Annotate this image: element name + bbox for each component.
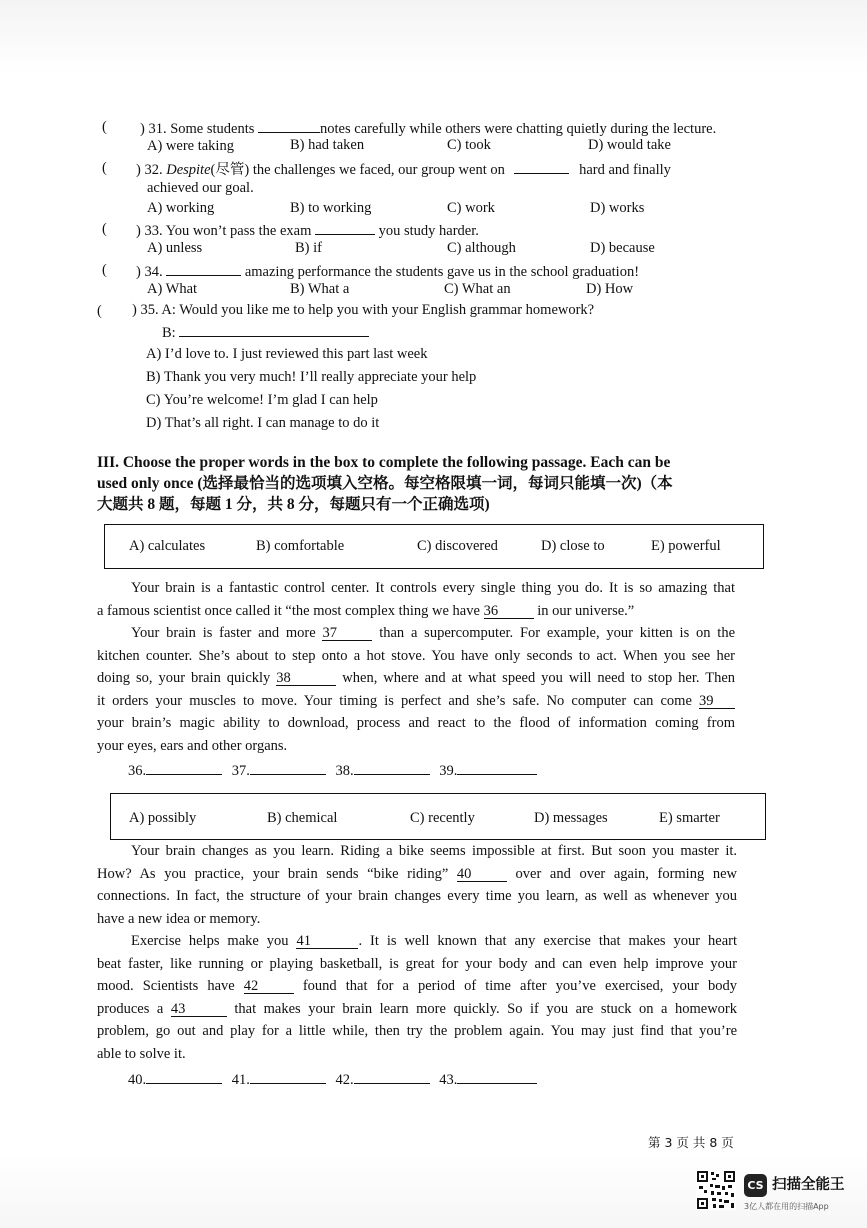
scanner-brand: 扫描全能王 [772, 1177, 845, 1193]
question-text: notes carefully while others were chatting quietly during the lecture. [320, 121, 717, 137]
question-text: amazing performance the students gave us in the school graduation! [244, 264, 640, 280]
passage-line: beat faster, like running or playing basketball, is great for your body and can even help improve your [97, 955, 737, 972]
passage-line: kitchen counter. She’s about to step onto a hot stove. You have only seconds to act. When you see her [97, 647, 735, 664]
passage-line: able to solve it. [97, 1045, 186, 1062]
word-box-1 [104, 524, 764, 569]
answer-blank [457, 760, 537, 775]
word-choice: A) possibly [129, 810, 197, 826]
text: Your brain is faster and more [131, 625, 316, 641]
blank-40: 40 [457, 867, 507, 882]
question-text: Some students [170, 121, 255, 137]
answer-blank [250, 760, 326, 775]
passage-line: Your brain changes as you learn. Riding a bike seems impossible at first. But soon you master it. [131, 843, 737, 859]
answer-label: 36. [128, 763, 147, 779]
text: when, where and at what speed you will need to stop her. Then [342, 670, 736, 686]
text: doing so, your brain quickly [97, 670, 271, 686]
question-number: ) 33. [136, 223, 163, 239]
passage-line [97, 690, 735, 713]
answer-line-2 [128, 1069, 537, 1089]
option: B) had taken [290, 137, 365, 153]
text: How? As you practice, your brain sends “bike riding” [97, 865, 449, 882]
option: C) although [447, 240, 516, 256]
section-title-line2: used only once (选择最恰当的选项填入空格。每空格限填一词，每词只能填一次)（本 [97, 475, 673, 492]
passage-line [97, 863, 737, 886]
blank-39: 39 [699, 694, 735, 709]
dialogue-b [162, 322, 369, 342]
answer-label: 41. [231, 1072, 250, 1088]
text: that makes your brain learn more quickly. So if you are stuck on a homework [234, 1000, 738, 1017]
option: C) What an [444, 281, 511, 297]
blank-38: 38 [276, 671, 336, 686]
passage-line: connections. In fact, the structure of your brain changes every time you learn, as well as whenever you [97, 888, 737, 904]
text: Exercise helps make you [131, 933, 289, 949]
passage-1 [97, 577, 735, 757]
question-text: you study harder. [378, 223, 479, 239]
answer-blank [146, 760, 222, 775]
fill-blank [166, 261, 241, 276]
text: produces a [97, 1000, 164, 1017]
passage-line [97, 622, 735, 645]
option: C) took [447, 137, 491, 153]
passage-line [97, 998, 737, 1021]
answer-line-1 [128, 760, 537, 780]
word-box-2 [110, 793, 766, 840]
question-33 [136, 220, 479, 240]
answer-paren-open: ( [102, 160, 107, 176]
text: in our universe.” [537, 602, 635, 619]
blank-42: 42 [244, 979, 294, 994]
question-35 [132, 302, 594, 319]
answer-paren-open: ( [102, 262, 107, 278]
answer-blank [146, 1069, 222, 1084]
question-number: ) 34. [136, 264, 163, 280]
question-34 [136, 261, 639, 281]
passage-line [97, 975, 737, 998]
text: mood. Scientists have [97, 978, 235, 994]
option: B) to working [290, 200, 372, 216]
question-number: ) 31. [140, 121, 167, 137]
section-title-line1: III. Choose the proper words in the box to complete the following passage. Each can be [97, 454, 671, 471]
question-text-italic: Despite [166, 162, 211, 178]
text: . It is well known that any exercise that makes your heart [358, 933, 738, 949]
option: B) Thank you very much! I’ll really appreciate your help [146, 369, 477, 385]
fill-blank [258, 118, 320, 133]
passage-2 [97, 840, 737, 1065]
answer-label: 42. [335, 1072, 354, 1088]
option: A) working [147, 200, 215, 216]
option: D) How [586, 281, 634, 297]
fill-blank [315, 220, 375, 235]
answer-blank [354, 760, 430, 775]
option: A) What [147, 281, 198, 297]
answer-label: 38. [335, 763, 354, 779]
passage-line: your brain’s magic ability to download, process and react to the flood of information coming from [97, 715, 735, 731]
text: it orders your muscles to move. Your timing is perfect and she’s safe. No computer can come [97, 692, 692, 709]
option: A) I’d love to. I just reviewed this part last week [146, 346, 428, 362]
word-choice: E) smarter [659, 810, 720, 826]
passage-line: your eyes, ears and other organs. [97, 737, 288, 754]
answer-blank [457, 1069, 537, 1084]
word-choice: B) chemical [267, 810, 338, 826]
word-choice: E) powerful [651, 538, 721, 554]
text: a famous scientist once called it “the most complex thing we have [97, 602, 480, 619]
question-number: ) 35. [132, 302, 159, 318]
answer-blank [354, 1069, 430, 1084]
option: C) You’re welcome! I’m glad I can help [146, 392, 378, 408]
word-choice: B) comfortable [256, 538, 345, 554]
camscanner-logo-icon: CS [744, 1174, 767, 1197]
option: D) works [590, 200, 645, 216]
question-text: the challenges we faced, our group went on [249, 162, 505, 178]
qr-code-graphic [696, 1170, 736, 1210]
question-text-cn: (尽管) [210, 162, 250, 178]
fill-blank [179, 322, 369, 337]
answer-label: 37. [231, 763, 250, 779]
blank-37: 37 [322, 626, 372, 641]
answer-paren-open: ( [102, 119, 107, 135]
scanner-tagline: 3亿人都在用的扫描App [744, 1202, 829, 1211]
word-choice: C) discovered [417, 538, 498, 554]
answer-label: 40. [128, 1072, 147, 1088]
passage-line: problem, go out and play for a little while, then try the problem again. You may just find that you’re [97, 1023, 737, 1039]
passage-line: Your brain is a fantastic control center. It controls every single thing you do. It is so amazing that [131, 580, 735, 596]
passage-line: have a new idea or memory. [97, 910, 261, 927]
speaker-label: B: [162, 325, 176, 341]
option: D) would take [588, 137, 671, 153]
qr-code-icon [696, 1170, 736, 1210]
question-number: ) 32. [136, 162, 163, 178]
question-text: You won’t pass the exam [165, 223, 312, 239]
passage-line [97, 600, 735, 623]
answer-paren-open: ( [102, 221, 107, 237]
passage-line [97, 930, 737, 953]
option: A) were taking [147, 138, 234, 154]
text: found that for a period of time after you’ve exercised, your body [302, 978, 738, 994]
blank-36: 36 [484, 604, 534, 619]
answer-paren-open: ( [97, 303, 102, 319]
blank-41: 41 [296, 934, 358, 949]
question-32 [136, 158, 671, 179]
option: C) work [447, 200, 495, 216]
option: B) What a [290, 281, 350, 297]
option: A) unless [147, 240, 203, 256]
passage-line [97, 667, 735, 690]
word-choice: D) close to [541, 538, 605, 554]
page-number: 第 3 页 共 8 页 [648, 1135, 734, 1150]
section-title-line3: 大题共 8 题，每题 1 分，共 8 分，每题只有一个正确选项) [97, 496, 490, 513]
answer-label: 43. [439, 1072, 458, 1088]
fill-blank [514, 159, 569, 174]
blank-43: 43 [171, 1002, 227, 1017]
question-text: A: Would you like me to help you with your English grammar homework? [161, 302, 595, 318]
answer-label: 39. [439, 763, 458, 779]
answer-blank [250, 1069, 326, 1084]
question-text: achieved our goal. [147, 180, 254, 196]
question-31 [140, 118, 716, 138]
word-choice: C) recently [410, 810, 475, 826]
text: than a supercomputer. For example, your kitten is on the [379, 625, 735, 641]
option: D) That’s all right. I can manage to do it [146, 415, 380, 431]
option: D) because [590, 240, 655, 256]
option: B) if [295, 240, 322, 256]
question-text: hard and finally [579, 162, 671, 178]
text: over and over again, forming new [515, 865, 737, 882]
word-choice: A) calculates [129, 538, 206, 554]
word-choice: D) messages [534, 810, 608, 826]
